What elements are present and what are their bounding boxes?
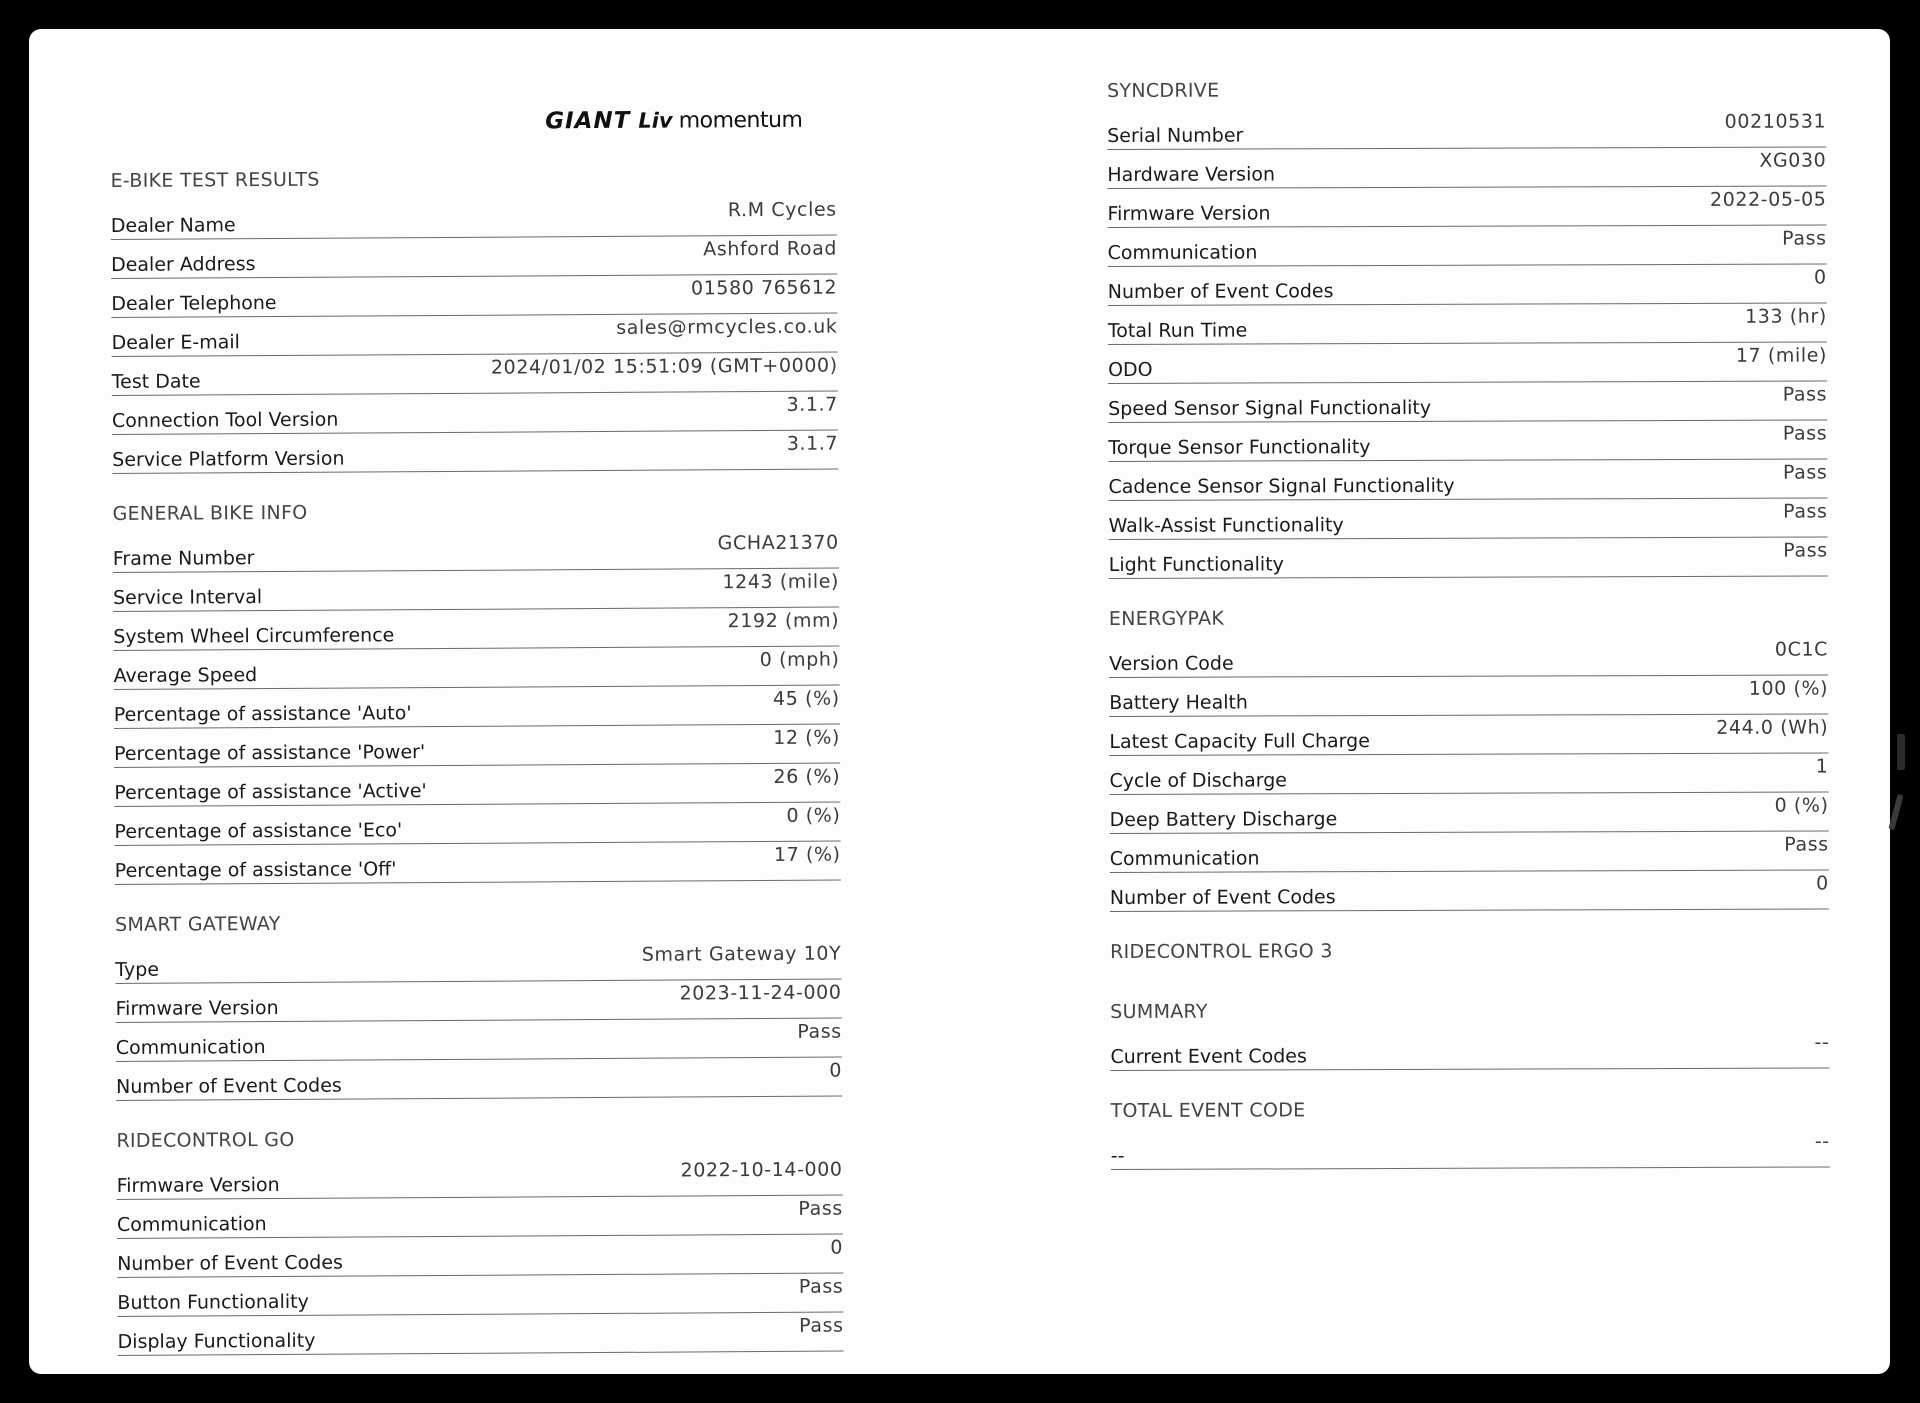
field-row [1109, 753, 1828, 795]
field-value: 17 (mile) [1735, 344, 1828, 367]
field-label: Percentage of assistance 'Eco' [114, 819, 403, 843]
field-value: Pass [798, 1197, 843, 1220]
field-row [1108, 303, 1827, 345]
staple-mark [1897, 734, 1905, 770]
field-label: Type [115, 958, 160, 981]
field-row [117, 1196, 843, 1239]
field-label: Communication [116, 1213, 267, 1236]
field-value: 2022-05-05 [1709, 188, 1827, 211]
ridecontrol-go-section [116, 1117, 843, 1356]
field-label: Service Interval [113, 586, 263, 609]
field-value: Ashford Road [703, 237, 838, 261]
field-value: R.M Cycles [727, 198, 837, 222]
momentum-logo: momentum [678, 107, 803, 134]
field-label: -- [1110, 1144, 1125, 1167]
field-row [111, 314, 837, 357]
field-row [117, 1313, 843, 1356]
field-value: 17 (%) [773, 843, 841, 866]
field-value: 3.1.7 [786, 432, 839, 455]
field-label: System Wheel Circumference [113, 624, 395, 648]
field-row [1107, 147, 1826, 189]
field-row [114, 725, 840, 768]
field-label: Dealer E-mail [111, 331, 240, 354]
section-title: SMART GATEWAY [115, 912, 281, 936]
field-value: sales@rmcycles.co.uk [616, 315, 838, 339]
field-label: Connection Tool Version [111, 408, 339, 432]
section-title: SYNCDRIVE [1107, 79, 1220, 102]
field-row [1109, 498, 1828, 540]
field-label: Dealer Name [110, 214, 236, 237]
field-row [111, 236, 837, 279]
section-title: SUMMARY [1110, 1000, 1208, 1023]
field-value: Pass [1784, 833, 1829, 856]
field-value: 2022-10-14-000 [680, 1158, 843, 1182]
field-value: 100 (%) [1748, 677, 1829, 700]
field-label: Test Date [111, 370, 201, 393]
field-row [1108, 459, 1827, 501]
section-title: ENERGYPAK [1108, 607, 1225, 630]
field-row [1111, 1128, 1830, 1170]
energypak-section [1109, 596, 1829, 912]
right-column [1107, 68, 1830, 1170]
field-label: Latest Capacity Full Charge [1109, 730, 1370, 753]
field-label: Light Functionality [1108, 553, 1284, 576]
field-label: Percentage of assistance 'Power' [113, 741, 426, 765]
field-label: Deep Battery Discharge [1109, 808, 1338, 831]
section-title: RIDECONTROL GO [116, 1128, 295, 1152]
field-row [1110, 1029, 1829, 1071]
field-value: 26 (%) [773, 765, 841, 788]
field-row [117, 1235, 843, 1278]
field-value: Pass [1782, 227, 1827, 250]
liv-logo: Liv [638, 108, 673, 133]
left-column [110, 89, 844, 1356]
field-row [1108, 342, 1827, 384]
field-value: 12 (%) [773, 726, 841, 749]
field-value: 01580 765612 [690, 276, 838, 300]
field-label: Dealer Address [110, 253, 256, 276]
field-value: -- [1814, 1031, 1830, 1054]
field-row [113, 647, 839, 690]
field-row [114, 803, 840, 846]
section-title: E-BIKE TEST RESULTS [110, 168, 320, 192]
field-label: Serial Number [1107, 124, 1244, 147]
field-label: Cadence Sensor Signal Functionality [1108, 474, 1455, 498]
field-label: Battery Health [1109, 691, 1249, 714]
section-title: TOTAL EVENT CODE [1110, 1099, 1306, 1122]
syncdrive-section [1107, 68, 1828, 579]
field-row [116, 1019, 842, 1062]
field-row [113, 608, 839, 651]
field-label: Number of Event Codes [117, 1251, 343, 1275]
field-label: Button Functionality [117, 1290, 309, 1314]
field-value: 0C1C [1774, 638, 1829, 661]
section-title: RIDECONTROL ERGO 3 [1110, 940, 1333, 963]
field-row [1110, 792, 1829, 834]
field-row [1107, 186, 1826, 228]
field-label: Number of Event Codes [116, 1074, 342, 1098]
field-label: Firmware Version [115, 996, 279, 1020]
field-value: Pass [798, 1275, 844, 1298]
field-value: 0 (mph) [759, 648, 840, 672]
field-row [1107, 108, 1826, 150]
field-value: 3.1.7 [786, 393, 838, 416]
smart-gateway-section [115, 901, 842, 1101]
field-row [112, 353, 838, 396]
field-value: Pass [1782, 461, 1828, 484]
field-value: 1 [1815, 755, 1829, 778]
field-label: Service Platform Version [112, 447, 345, 471]
field-row [117, 1274, 843, 1317]
summary-section [1110, 989, 1829, 1071]
field-row [117, 1157, 843, 1200]
field-row [1108, 264, 1827, 306]
ebike-test-results-section [110, 157, 838, 474]
field-label: Total Run Time [1107, 319, 1248, 342]
field-label: Dealer Telephone [111, 291, 277, 315]
total-event-code-section [1111, 1088, 1830, 1170]
field-value: 0 [830, 1236, 844, 1259]
field-value: 2023-11-24-000 [679, 981, 842, 1005]
field-row [112, 392, 838, 435]
field-value: Pass [1782, 422, 1828, 445]
field-row [114, 764, 840, 807]
field-row [115, 842, 841, 885]
field-row [112, 431, 838, 474]
ridecontrol-ergo-section [1110, 929, 1829, 972]
field-label: ODO [1108, 358, 1153, 381]
field-label: Speed Sensor Signal Functionality [1108, 396, 1432, 420]
general-bike-info-section [112, 490, 840, 885]
field-label: Walk-Assist Functionality [1108, 514, 1344, 537]
brand-logo [545, 107, 802, 135]
field-label: Number of Event Codes [1109, 886, 1336, 909]
field-label: Percentage of assistance 'Auto' [113, 702, 412, 726]
field-value: Pass [799, 1314, 844, 1337]
field-row [1109, 636, 1828, 678]
field-label: Torque Sensor Functionality [1108, 436, 1371, 459]
field-value: GCHA21370 [717, 531, 839, 555]
field-label: Current Event Codes [1110, 1045, 1307, 1068]
field-value: XG030 [1759, 149, 1827, 172]
field-label: Percentage of assistance 'Active' [114, 780, 427, 804]
field-row [113, 569, 839, 612]
field-row [1109, 714, 1828, 756]
field-value: Pass [1783, 539, 1828, 562]
field-label: Hardware Version [1107, 163, 1276, 186]
field-label: Firmware Version [1107, 202, 1271, 225]
field-label: Communication [1109, 847, 1260, 870]
field-row [111, 197, 837, 240]
field-row [115, 980, 841, 1023]
field-value: 45 (%) [772, 687, 840, 710]
field-label: Communication [1107, 241, 1258, 264]
field-row [111, 275, 837, 318]
field-row [114, 686, 840, 729]
field-row [113, 530, 839, 573]
field-label: Display Functionality [117, 1329, 316, 1353]
field-value: 0 [829, 1059, 843, 1082]
field-value: 2192 (mm) [727, 609, 840, 633]
field-row [1108, 420, 1827, 462]
field-row [1110, 831, 1829, 873]
field-row [115, 941, 841, 984]
field-value: Pass [797, 1020, 842, 1043]
field-row [1109, 537, 1828, 579]
field-value: 0 [1813, 266, 1827, 289]
field-value: 0 [1816, 872, 1829, 895]
field-value: 133 (hr) [1745, 305, 1827, 328]
field-value: Smart Gateway 10Y [641, 942, 842, 966]
staple-mark [1888, 794, 1903, 830]
field-value: 1243 (mile) [722, 570, 840, 594]
field-value: 0 (%) [786, 804, 841, 827]
field-label: Firmware Version [116, 1173, 280, 1197]
field-row [1109, 675, 1828, 717]
field-value: -- [1814, 1130, 1830, 1153]
field-value: 00210531 [1724, 110, 1827, 133]
field-label: Percentage of assistance 'Off' [114, 858, 397, 882]
field-label: Number of Event Codes [1107, 280, 1334, 303]
giant-logo: GIANT [545, 107, 631, 135]
field-value: 2024/01/02 15:51:09 (GMT+0000) [490, 354, 838, 379]
field-value: 244.0 (Wh) [1716, 716, 1829, 739]
field-value: Pass [1782, 383, 1828, 406]
field-label: Cycle of Discharge [1109, 769, 1288, 792]
field-row [1108, 225, 1827, 267]
field-label: Communication [115, 1036, 266, 1059]
report-page [29, 29, 1890, 1374]
field-value: Pass [1783, 500, 1828, 523]
field-row [1108, 381, 1827, 423]
field-value: 0 (%) [1774, 794, 1829, 817]
field-label: Frame Number [112, 547, 255, 570]
section-title: GENERAL BIKE INFO [112, 501, 308, 525]
field-label: Average Speed [113, 664, 258, 687]
field-label: Version Code [1109, 652, 1234, 675]
field-row [1110, 870, 1829, 912]
field-row [116, 1058, 842, 1101]
